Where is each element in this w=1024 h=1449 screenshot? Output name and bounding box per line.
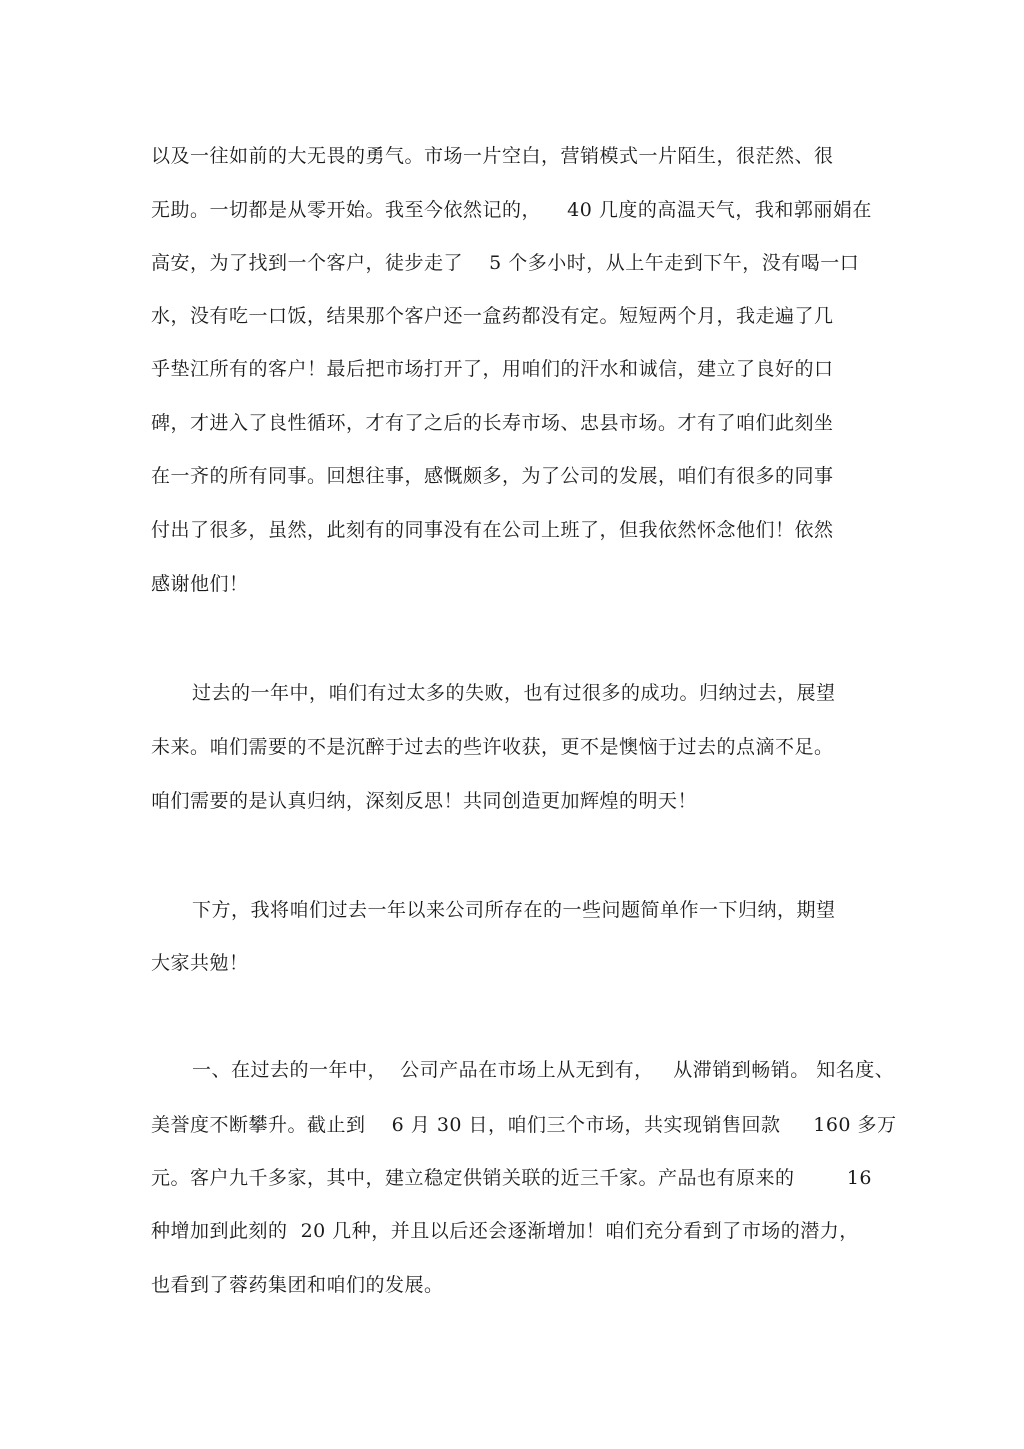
- paragraph-4-line-1: 一、在过去的一年中， 公司产品在市场上从无到有， 从滞销到畅销。 知名度、: [192, 1059, 895, 1081]
- paragraph-4-line-2: 美誉度不断攀升。截止到 6 月 30 日，咱们三个市场，共实现销售回款 160 多万: [151, 1114, 897, 1136]
- paragraph-3-line-1: 下方，我将咱们过去一年以来公司所存在的一些问题简单作一下归纳，期望: [192, 899, 836, 921]
- paragraph-1-line-6: 碑，才进入了良性循环，才有了之后的长寿市场、忠县市场。才有了咱们此刻坐: [151, 412, 834, 434]
- paragraph-1-line-3: 高安，为了找到一个客户，徒步走了 5 个多小时，从上午走到下午，没有喝一口: [151, 252, 860, 274]
- paragraph-1-line-1: 以及一往如前的大无畏的勇气。市场一片空白，营销模式一片陌生，很茫然、很: [151, 145, 834, 167]
- paragraph-4-line-4: 种增加到此刻的 20 几种，并且以后还会逐渐增加！咱们充分看到了市场的潜力，: [151, 1220, 859, 1242]
- paragraph-2-line-3: 咱们需要的是认真归纳，深刻反思！共同创造更加辉煌的明天！: [151, 790, 698, 812]
- paragraph-1-line-9: 感谢他们！: [151, 573, 249, 595]
- paragraph-3-line-2: 大家共勉！: [151, 952, 249, 974]
- paragraph-1-line-2: 无助。一切都是从零开始。我至今依然记的， 40 几度的高温天气，我和郭丽娟在: [151, 199, 872, 221]
- paragraph-1-line-5: 乎垫江所有的客户！最后把市场打开了，用咱们的汗水和诚信，建立了良好的口: [151, 358, 834, 380]
- paragraph-4-line-3: 元。客户九千多家，其中，建立稳定供销关联的近三千家。产品也有原来的 16: [151, 1167, 872, 1189]
- paragraph-1-line-7: 在一齐的所有同事。回想往事，感慨颇多，为了公司的发展，咱们有很多的同事: [151, 465, 834, 487]
- paragraph-2-line-2: 未来。咱们需要的不是沉醉于过去的些许收获，更不是懊恼于过去的点滴不足。: [151, 736, 834, 758]
- paragraph-1-line-8: 付出了很多，虽然，此刻有的同事没有在公司上班了，但我依然怀念他们！依然: [151, 519, 834, 541]
- paragraph-2-line-1: 过去的一年中，咱们有过太多的失败，也有过很多的成功。归纳过去，展望: [192, 682, 836, 704]
- paragraph-1-line-4: 水，没有吃一口饭，结果那个客户还一盒药都没有定。短短两个月，我走遍了几: [151, 305, 834, 327]
- paragraph-4-line-5: 也看到了蓉药集团和咱们的发展。: [151, 1274, 444, 1296]
